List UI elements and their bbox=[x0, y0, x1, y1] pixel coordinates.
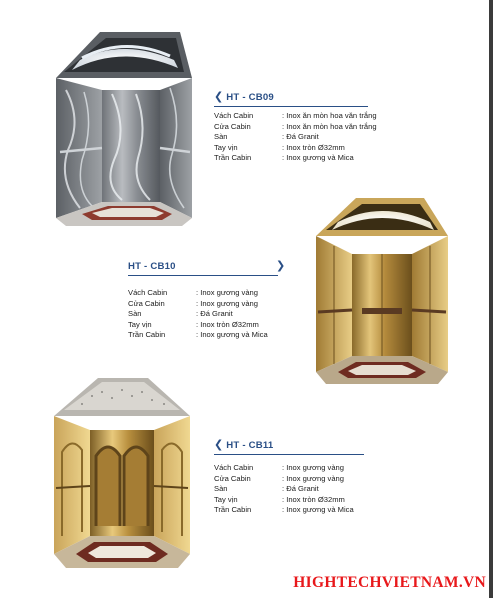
spec-row: Tay vịn : Inox tròn Ø32mm bbox=[128, 319, 259, 329]
product-code-label: HT - CB10 bbox=[128, 261, 176, 272]
spec-block-cb09 bbox=[214, 92, 377, 163]
spec-row: Sàn : Đá Granit bbox=[214, 484, 319, 494]
page-edge bbox=[489, 0, 493, 598]
spec-block-cb11 bbox=[214, 440, 354, 515]
chevron-left-icon: ❮ bbox=[214, 439, 224, 451]
product-code-cb11 bbox=[214, 440, 354, 455]
product-code-cb09 bbox=[214, 92, 377, 107]
spec-row: Vách Cabin : Inox gương vàng bbox=[214, 463, 344, 473]
spec-row: Tay vịn : Inox tròn Ø32mm bbox=[214, 142, 345, 152]
spec-row: Trần Cabin : Inox gương và Mica bbox=[214, 153, 354, 163]
product-code-label: HT - CB09 bbox=[226, 92, 274, 103]
cabin-image-cb11 bbox=[52, 376, 192, 568]
spec-row: Cửa Cabin : Inox gương vàng bbox=[214, 473, 344, 483]
spec-row: Sàn : Đá Granit bbox=[128, 309, 233, 319]
spec-row: Vách Cabin : Inox ăn mòn hoa văn trắng bbox=[214, 111, 377, 121]
spec-row: Vách Cabin : Inox gương vàng bbox=[128, 288, 258, 298]
spec-row: Sàn : Đá Granit bbox=[214, 132, 319, 142]
spec-row: Trần Cabin : Inox gương và Mica bbox=[214, 505, 354, 515]
product-code-label: HT - CB11 bbox=[226, 440, 274, 451]
spec-row: Cửa Cabin : Inox ăn mòn hoa văn trắng bbox=[214, 121, 377, 131]
cabin-image-cb10 bbox=[312, 196, 452, 384]
brand-website-text: HIGHTECHVIETNAM.VN bbox=[293, 574, 486, 591]
chevron-right-icon: ❯ bbox=[276, 260, 286, 272]
spec-row: Trần Cabin : Inox gương và Mica bbox=[128, 330, 268, 340]
spec-row: Cửa Cabin : Inox gương vàng bbox=[128, 298, 258, 308]
chevron-left-icon: ❮ bbox=[214, 91, 224, 103]
cabin-image-cb09 bbox=[52, 30, 197, 226]
spec-block-cb10 bbox=[128, 260, 286, 340]
spec-row: Tay vịn : Inox tròn Ø32mm bbox=[214, 494, 345, 504]
product-code-cb10 bbox=[128, 260, 286, 276]
